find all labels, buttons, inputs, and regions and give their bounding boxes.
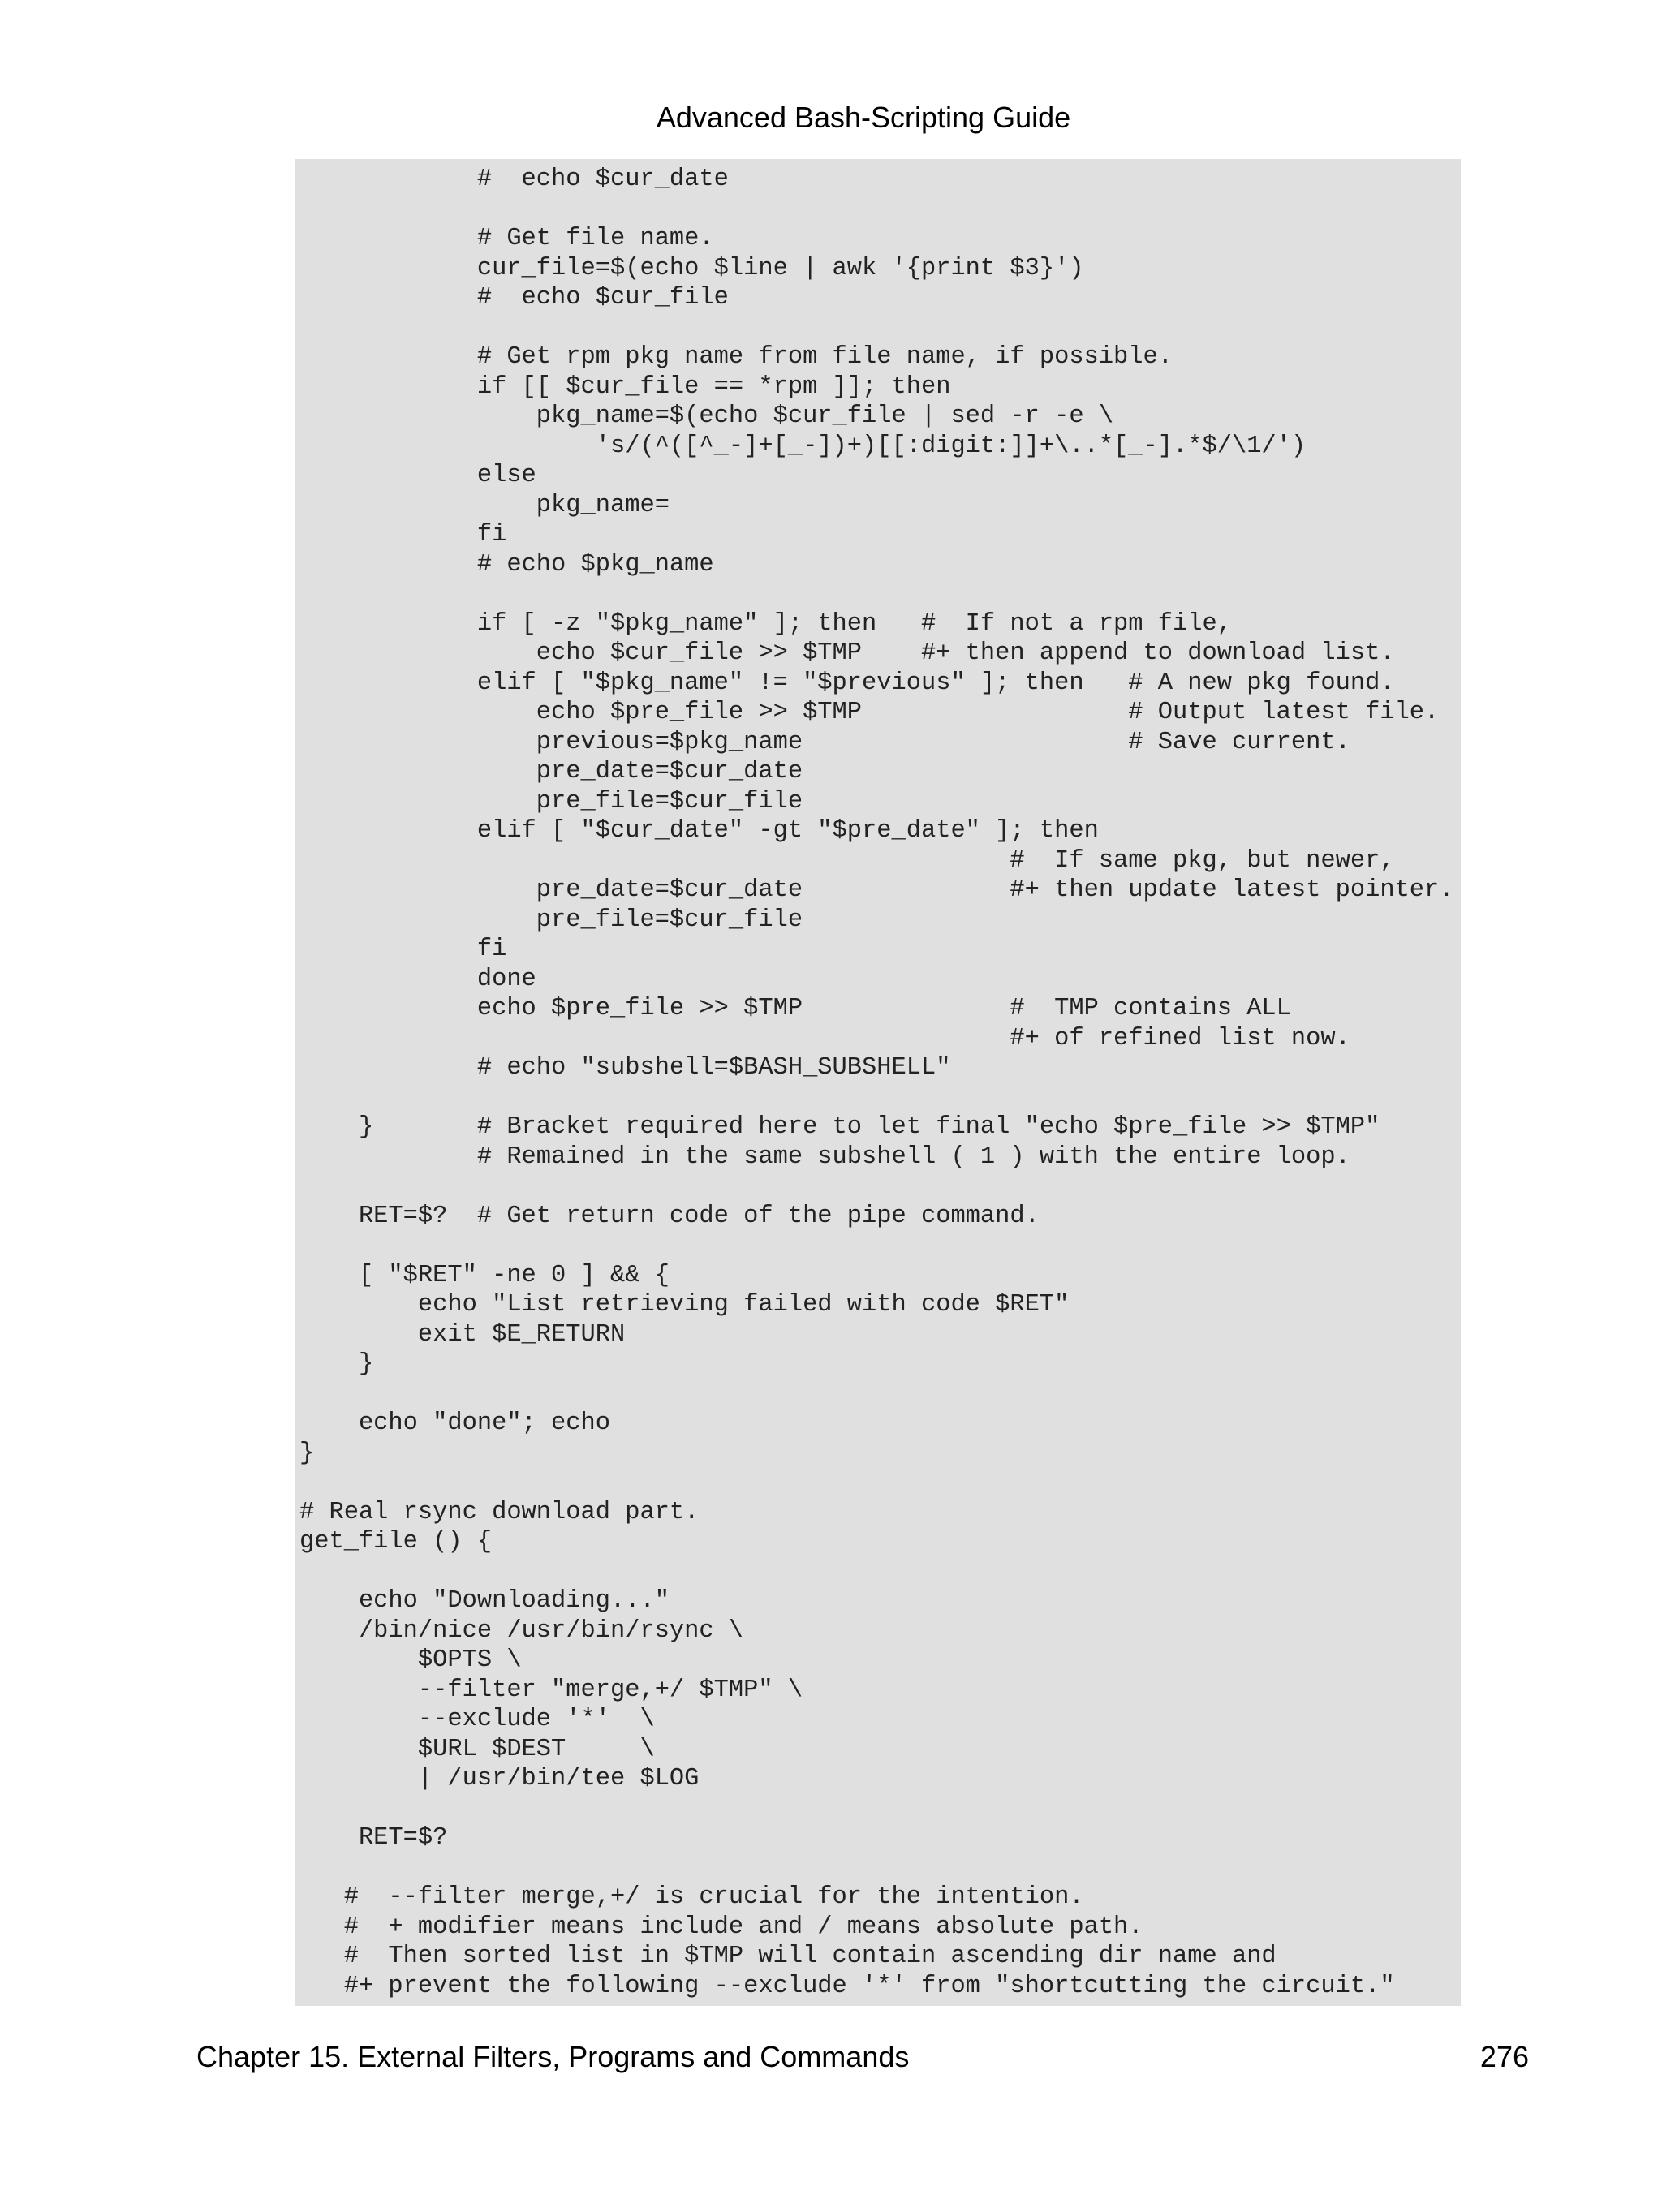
code-line <box>299 1468 1454 1498</box>
code-block <box>295 159 1461 2006</box>
code-line: #+ of refined list now. <box>299 1024 1350 1052</box>
code-line <box>299 1231 1454 1261</box>
code-line: # Remained in the same subshell ( 1 ) with the entire loop. <box>299 1143 1350 1171</box>
code-line: --filter "merge,+/ $TMP" \ <box>299 1676 803 1704</box>
code-line: # echo $cur_date <box>299 166 729 193</box>
code-line: elif [ "$pkg_name" != "$previous" ]; then # A new pkg found. <box>299 669 1395 697</box>
code-line: } <box>299 1439 315 1467</box>
code-line: # Then sorted list in $TMP will contain ascending dir name and <box>299 1943 1277 1970</box>
code-line: --exclude '*' \ <box>299 1706 655 1733</box>
code-line: # Get rpm pkg name from file name, if possible. <box>299 343 1173 371</box>
code-line: echo $pre_file >> $TMP # TMP contains ALL <box>299 995 1291 1022</box>
code-line <box>299 1557 1454 1587</box>
code-line: # Real rsync download part. <box>299 1498 700 1526</box>
code-line: previous=$pkg_name # Save current. <box>299 728 1350 756</box>
code-line: pre_file=$cur_file <box>299 787 803 816</box>
code-line: get_file () { <box>299 1528 493 1556</box>
code-line: [ "$RET" -ne 0 ] && { <box>299 1261 670 1289</box>
footer-chapter-title: Chapter 15. External Filters, Programs and Commands <box>196 2040 910 2073</box>
code-line <box>299 1172 1454 1202</box>
code-line <box>299 195 1454 225</box>
code-line: exit $E_RETURN <box>299 1320 626 1349</box>
code-line: # --filter merge,+/ is crucial for the intention. <box>299 1883 1084 1911</box>
code-line: $URL $DEST \ <box>299 1735 655 1763</box>
page-header-title: Advanced Bash-Scripting Guide <box>656 101 1071 134</box>
code-line: | /usr/bin/tee $LOG <box>299 1765 700 1792</box>
code-line: pre_file=$cur_file <box>299 906 803 934</box>
code-line: echo $cur_file >> $TMP #+ then append to download list. <box>299 639 1395 667</box>
code-line: #+ prevent the following --exclude '*' from "shortcutting the circuit." <box>299 1972 1395 2000</box>
code-line <box>299 1853 1454 1883</box>
code-listing <box>299 165 1454 2001</box>
code-line <box>299 1379 1454 1409</box>
code-line: else <box>299 462 536 489</box>
code-line: if [[ $cur_file == *rpm ]]; then <box>299 372 951 401</box>
code-line: RET=$? # Get return code of the pipe command. <box>299 1202 1040 1230</box>
code-line: # echo $cur_file <box>299 284 729 312</box>
code-line: done <box>299 965 536 993</box>
code-line: echo "done"; echo <box>299 1409 610 1437</box>
code-line: fi <box>299 936 507 963</box>
code-line: RET=$? <box>299 1824 448 1852</box>
code-line: /bin/nice /usr/bin/rsync \ <box>299 1616 744 1645</box>
code-line: elif [ "$cur_date" -gt "$pre_date" ]; then <box>299 817 1099 845</box>
code-line: pkg_name= <box>299 491 670 519</box>
code-line: } <box>299 1350 374 1378</box>
code-line <box>299 1794 1454 1824</box>
code-line: if [ -z "$pkg_name" ]; then # If not a rpm file, <box>299 609 1232 638</box>
code-line: pre_date=$cur_date #+ then update latest pointer. <box>299 876 1454 904</box>
code-line: } # Bracket required here to let final "echo $pre_file >> $TMP" <box>299 1113 1380 1141</box>
code-line <box>299 1083 1454 1113</box>
code-line: # + modifier means include and / means absolute path. <box>299 1913 1143 1941</box>
code-line: cur_file=$(echo $line | awk '{print $3}') <box>299 254 1084 282</box>
code-line: pkg_name=$(echo $cur_file | sed -r -e \ <box>299 402 1114 430</box>
code-line: # If same pkg, but newer, <box>299 846 1395 875</box>
code-line: echo "Downloading..." <box>299 1587 670 1615</box>
code-line: 's/(^([^_-]+[_-])+)[[:digit:]]+\..*[_-].*$/\1/') <box>299 432 1307 460</box>
code-line: echo $pre_file >> $TMP # Output latest file. <box>299 699 1440 726</box>
code-line: # echo $pkg_name <box>299 550 714 579</box>
code-line: # echo "subshell=$BASH_SUBSHELL" <box>299 1054 951 1082</box>
code-line: fi <box>299 521 507 549</box>
footer-page-number: 276 <box>1479 2040 1529 2073</box>
code-line: # Get file name. <box>299 225 714 252</box>
code-line: echo "List retrieving failed with code $RET" <box>299 1291 1070 1319</box>
code-line <box>299 313 1454 343</box>
code-line: $OPTS \ <box>299 1646 522 1674</box>
code-line: pre_date=$cur_date <box>299 758 803 785</box>
code-line <box>299 579 1454 609</box>
